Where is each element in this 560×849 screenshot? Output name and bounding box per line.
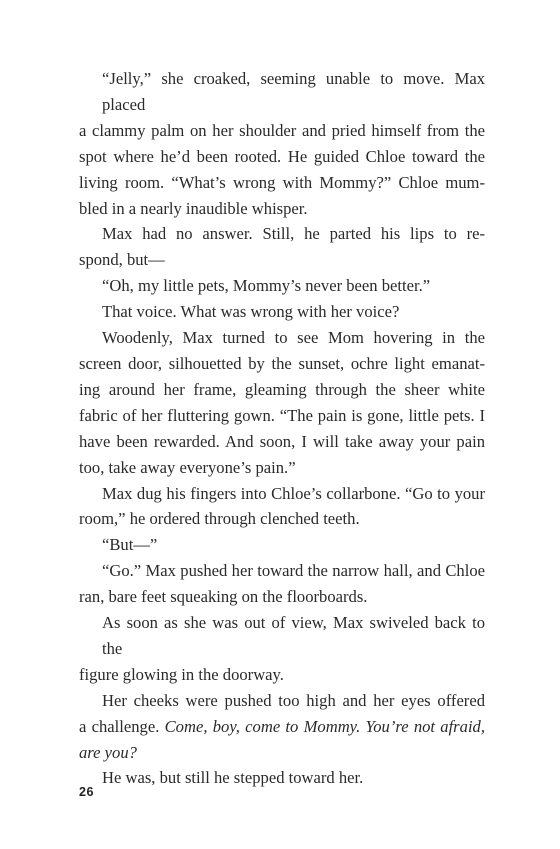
text-line [79, 221, 485, 247]
line-text: “Oh, my little pets, Mommy’s never been better.” [102, 276, 431, 296]
paragraph [79, 221, 485, 273]
text-line [79, 506, 485, 532]
line-text: a challenge. [79, 716, 165, 736]
paragraph [79, 273, 485, 299]
text-line [79, 688, 485, 714]
line-text: As soon as she was out of view, Max swiveled back to the [102, 613, 485, 658]
line-text: ing around her frame, gleaming through the sheer white [79, 379, 485, 399]
text-line [79, 403, 485, 429]
line-text: spot where he’d been rooted. He guided Chloe toward the [79, 146, 485, 166]
paragraph [79, 481, 485, 533]
text-line [79, 558, 485, 584]
page-number: 26 [79, 785, 94, 799]
line-text: That voice. What was wrong with her voice? [102, 302, 400, 322]
text-line [79, 584, 485, 610]
line-text: figure glowing in the doorway. [79, 664, 284, 684]
line-text: a clammy palm on her shoulder and pried himself from the [79, 120, 485, 140]
line-text: Max dug his fingers into Chloe’s collarbone. “Go to your [102, 483, 485, 503]
line-text: too, take away everyone’s pain.” [79, 457, 296, 477]
text-line [79, 429, 485, 455]
text-line [79, 377, 485, 403]
paragraph [79, 688, 485, 766]
italic-text: are you? [79, 742, 137, 762]
text-line [79, 299, 485, 325]
line-text: Her cheeks were pushed too high and her eyes offered [102, 690, 485, 710]
paragraph [79, 610, 485, 688]
text-line [79, 662, 485, 688]
line-text: Woodenly, Max turned to see Mom hovering in the [102, 328, 485, 348]
paragraph [79, 765, 485, 791]
paragraph [79, 532, 485, 558]
text-line [79, 196, 485, 222]
line-text: fabric of her fluttering gown. “The pain is gone, little pets. I [79, 405, 485, 425]
text-line [79, 118, 485, 144]
line-text: “Jelly,” she croaked, seeming unable to move. Max placed [102, 69, 485, 114]
text-line [79, 481, 485, 507]
text-line [79, 325, 485, 351]
paragraph [79, 325, 485, 480]
text-line [79, 247, 485, 273]
paragraph [79, 299, 485, 325]
line-text: He was, but still he stepped toward her. [102, 768, 364, 788]
text-line [79, 66, 485, 118]
line-text: have been rewarded. And soon, I will take away your pain [79, 431, 485, 451]
line-text: spond, but— [79, 250, 165, 270]
text-line [79, 532, 485, 558]
paragraph [79, 558, 485, 610]
body-text [79, 66, 485, 791]
line-text: ran, bare feet squeaking on the floorboards. [79, 587, 368, 607]
line-text: screen door, silhouetted by the sunset, ochre light emanat- [79, 353, 485, 373]
text-line [79, 351, 485, 377]
text-line [79, 170, 485, 196]
italic-text: Come, boy, come to Mommy. You’re not afraid, [164, 716, 485, 736]
line-text: room,” he ordered through clenched teeth. [79, 509, 360, 529]
text-line [79, 273, 485, 299]
text-line [79, 765, 485, 791]
line-text: “Go.” Max pushed her toward the narrow hall, and Chloe [102, 561, 485, 581]
text-line [79, 144, 485, 170]
text-line [79, 714, 485, 740]
line-text: Max had no answer. Still, he parted his lips to re- [102, 224, 485, 244]
line-text: bled in a nearly inaudible whisper. [79, 198, 308, 218]
text-line [79, 610, 485, 662]
paragraph [79, 66, 485, 221]
line-text: living room. “What’s wrong with Mommy?” Chloe mum- [79, 172, 485, 192]
line-text: “But—” [102, 535, 158, 555]
text-line [79, 740, 485, 766]
text-line [79, 455, 485, 481]
